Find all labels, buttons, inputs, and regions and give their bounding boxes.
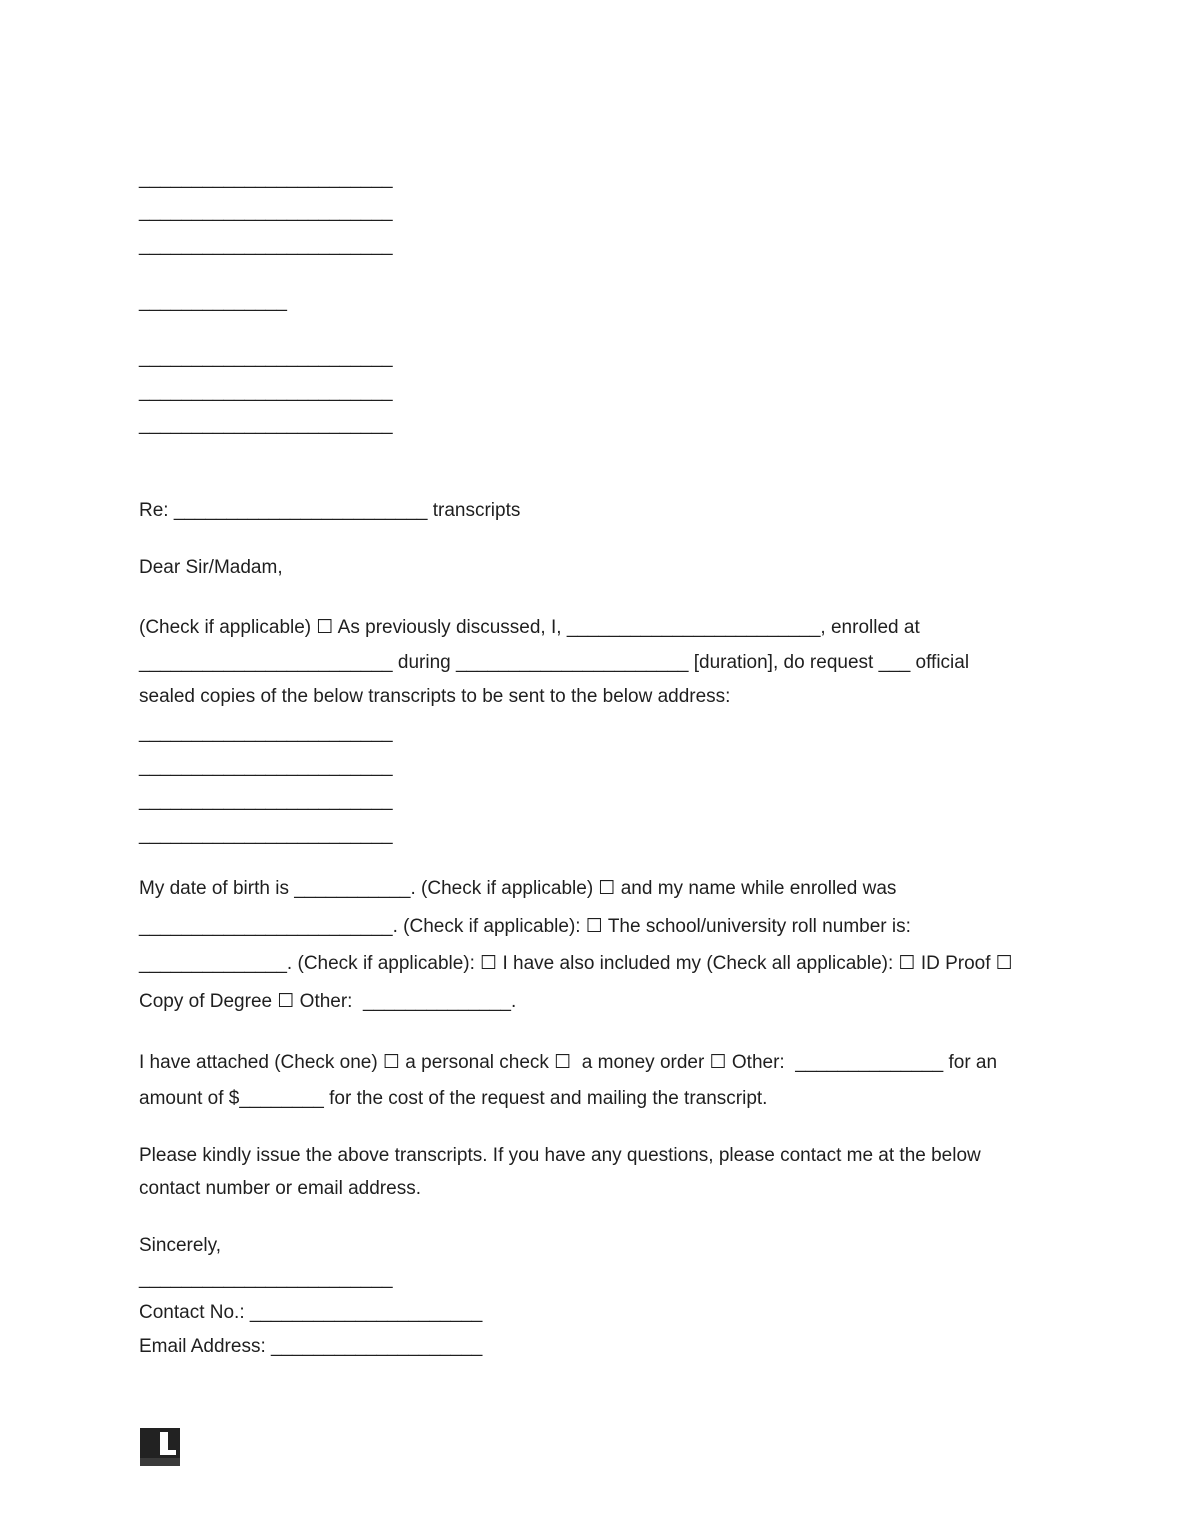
paragraph-4-line-2: contact number or email address. [139, 1178, 421, 1199]
paragraph-3-line-2: amount of $________ for the cost of the request and mailing the transcript. [139, 1088, 768, 1109]
email-address-line: Email Address: ____________________ [139, 1336, 483, 1357]
salutation: Dear Sir/Madam, [139, 557, 283, 578]
paragraph-1-line-1: (Check if applicable) ☐ As previously discussed, I, ________________________, enrolled at [139, 617, 920, 638]
date-line: ______________ [139, 291, 287, 312]
sender-address-line-1: ________________________ [139, 168, 393, 189]
paragraph-1-line-2: ________________________ during ______________________ [duration], do request ___ official [139, 652, 970, 673]
paragraph-2-line-2: ________________________. (Check if applicable): ☐ The school/university roll number is: [139, 916, 911, 937]
closing: Sincerely, [139, 1235, 222, 1256]
recipient-address-line-2: ________________________ [139, 381, 393, 402]
destination-address-line-1: ________________________ [139, 722, 393, 743]
paragraph-2-line-4: Copy of Degree ☐ Other: ______________. [139, 991, 517, 1012]
paragraph-2-line-1: My date of birth is ___________. (Check if applicable) ☐ and my name while enrolled was [139, 878, 897, 899]
sender-address-line-3: ________________________ [139, 235, 393, 256]
contact-number-line: Contact No.: ______________________ [139, 1302, 483, 1323]
paragraph-4-line-1: Please kindly issue the above transcripts. If you have any questions, please contact me at the below [139, 1145, 981, 1166]
re-line: Re: ________________________ transcripts [139, 500, 521, 521]
recipient-address-line-3: ________________________ [139, 414, 393, 435]
paragraph-3-line-1: I have attached (Check one) ☐ a personal check ☐ a money order ☐ Other: ______________ for an [139, 1052, 998, 1073]
destination-address-line-3: ________________________ [139, 790, 393, 811]
destination-address-line-2: ________________________ [139, 756, 393, 777]
paragraph-2-line-3: ______________. (Check if applicable): ☐ I have also included my (Check all applicable): ☐ ID Proof ☐ [139, 953, 1013, 974]
paragraph-1-line-3: sealed copies of the below transcripts to be sent to the below address: [139, 686, 731, 707]
logo-icon [140, 1428, 180, 1466]
signature-line: ________________________ [139, 1268, 393, 1289]
recipient-address-line-1: ________________________ [139, 347, 393, 368]
sender-address-line-2: ________________________ [139, 201, 393, 222]
destination-address-line-4: ________________________ [139, 824, 393, 845]
